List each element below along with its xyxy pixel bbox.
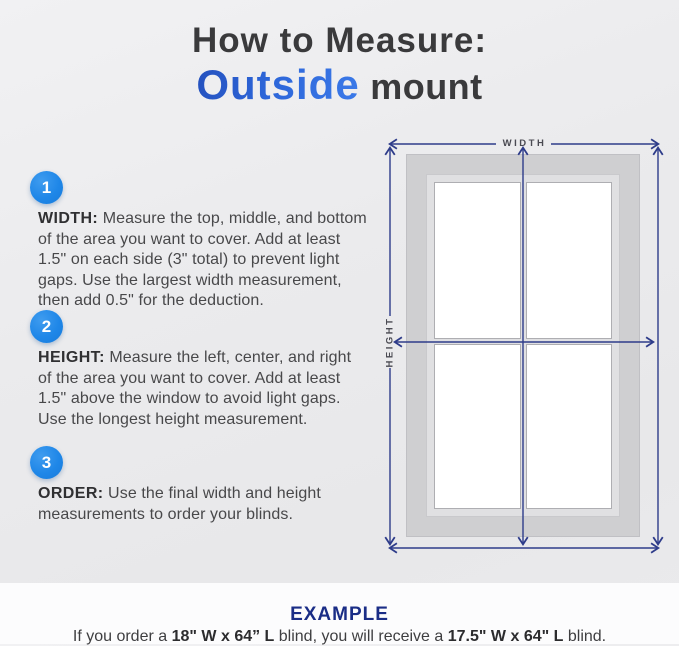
example-ordered-size: 18" W x 64” L: [171, 628, 275, 645]
step-2-keyword: HEIGHT:: [38, 349, 105, 366]
step-1-number-badge: 1: [30, 171, 63, 204]
example-part1: If you order a: [72, 628, 172, 645]
width-dimension-label: WIDTH: [502, 138, 547, 149]
step-1-body: Measure the top, middle, and bottom of the area you want to cover. Add at least 1.5" on each side (3" total) to prevent light gaps. Use the largest width measurement, then add 0.5" for the deduction.: [38, 210, 367, 309]
step-3-number-badge: 3: [30, 446, 63, 479]
example-part2: blind, you will receive a: [274, 628, 448, 645]
measurement-arrows: [385, 136, 667, 560]
height-dimension-label: HEIGHT: [384, 316, 396, 368]
title-line2: [0, 62, 679, 107]
example-received-size: 17.5" W x 64" L: [447, 628, 564, 645]
step-1-text: [38, 209, 369, 312]
step-3-body: Use the final width and height measurements to order your blinds.: [38, 485, 321, 523]
step-2-body: Measure the left, center, and right of the area you want to cover. Add at least 1.5" above the window to avoid light gaps. Use the longest height measurement.: [38, 349, 352, 428]
step-2-number-badge: 2: [30, 310, 63, 343]
example-part3: blind.: [563, 628, 607, 645]
step-1-keyword: WIDTH:: [38, 210, 99, 227]
example-heading: EXAMPLE: [290, 604, 389, 625]
title-line1: How to Measure:: [191, 21, 488, 60]
step-2-text: [38, 348, 369, 430]
title-highlight-outside: Outside: [196, 60, 360, 108]
step-3-text: [38, 484, 369, 525]
step-1: [29, 171, 369, 312]
example-text: [0, 628, 679, 646]
step-2: [29, 310, 369, 430]
title-suffix-mount: mount: [359, 65, 483, 107]
example-section: [0, 583, 679, 644]
step-3: [29, 446, 369, 525]
step-3-keyword: ORDER:: [38, 485, 104, 502]
title: [0, 22, 679, 107]
window-diagram: [385, 136, 667, 560]
